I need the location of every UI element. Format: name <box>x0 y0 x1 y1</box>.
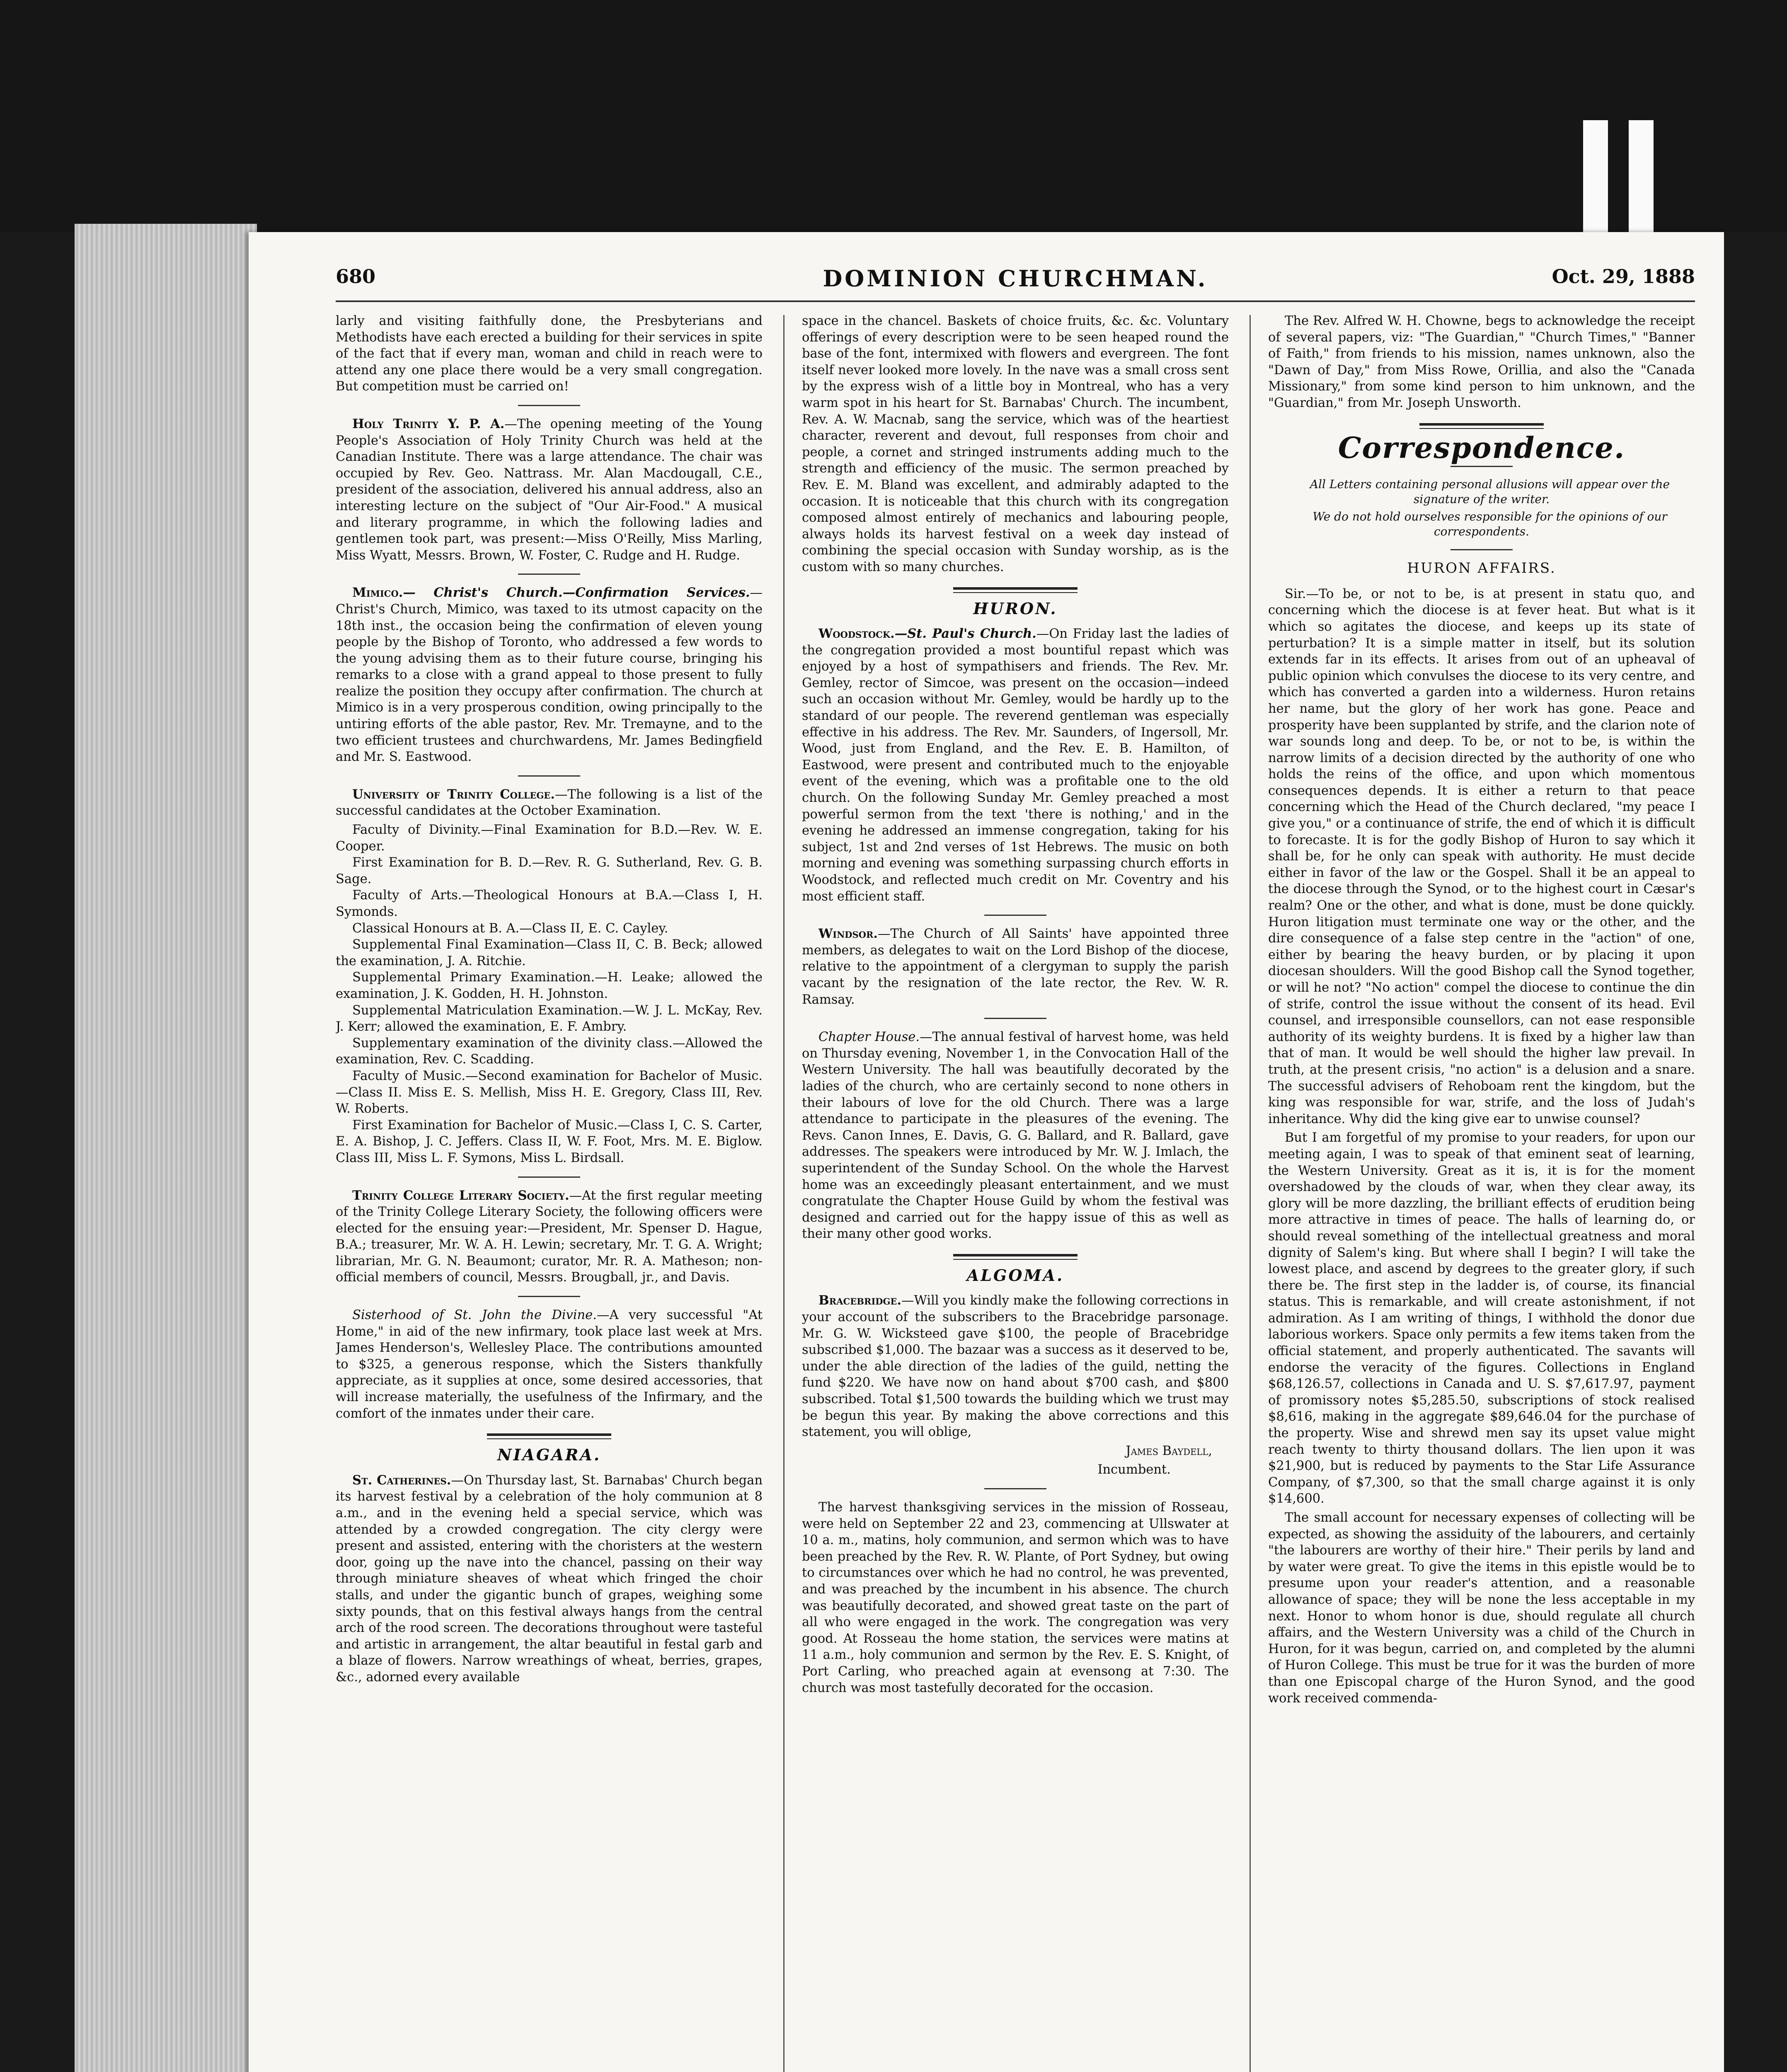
article-lead: Woodstock. <box>818 626 895 641</box>
article-lead: Trinity College Literary Society. <box>352 1188 569 1203</box>
article-literary-society <box>336 1188 763 1286</box>
clip-bar-left <box>1583 120 1608 236</box>
article-lead: Windsor. <box>818 926 878 942</box>
article-body: —On Thursday last, St. Barnabas' Church began its harvest festival by a celebration of the holy communion at 8 a.m., and in the evening held a special service, which was attended by a crowded congregation. The city clergy were present and assisted, entering with the choristers at the western door, going up the nave into the chancel, passing on their way through miniature sheaves of wheat which fringed the choir stalls, and under the gigantic bunch of grapes, weighing some sixty pounds, that on this festival always hangs from the central arch of the rood screen. The decorations throughout were tasteful and artistic in arrangement, the altar beautiful in festal garb and a blaze of flowers. Narrow wreathings of wheat, berries, grapes, &c., adorned every available <box>336 1473 763 1685</box>
editorial-notice: We do not hold ourselves responsible for the opinions of our correspondents. <box>1312 510 1667 539</box>
page-number: 680 <box>336 265 376 288</box>
section-divider <box>984 1488 1046 1489</box>
section-divider <box>518 405 580 406</box>
column-3 <box>1268 313 1695 2072</box>
section-divider <box>518 1176 580 1178</box>
article-lead: Mimico. <box>352 585 403 600</box>
exam-list-item: Faculty of Arts.—Theological Honours at B.A.—Class I, H. Symonds. <box>336 888 763 919</box>
article-subhead: — Christ's Church.—Confirmation Services. <box>403 585 750 600</box>
exam-list-item: First Examination for Bachelor of Music.—Class I, C. S. Carter, E. A. Bishop, J. C. Jeffers. Class II, W. F. Foot, Mrs. M. E. Biglow. Class III, Miss L. F. Symons, Miss L. Birdsall. <box>336 1118 763 1165</box>
article-body: —At the first regular meeting of the Trinity College Literary Society, the following officers were elected for the ensuing year:—President, Mr. Spenser D. Hague, B.A.; treasurer, Mr. W. A. H. Lewin; secretary, Mr. T. G. A. Wright; librarian, Mr. G. N. Beaumont; curator, Mr. R. A. Matheson; non-official members of council, Messrs. Brougball, jr., and Davis. <box>336 1188 763 1285</box>
article-body: —A very successful "At Home," in aid of the new infirmary, took place last week at Mrs. James Henderson's, Wellesley Place. The contributions amounted to $325, a generous response, which the Sisters thankfully appreciate, as it supplies at once, some desired accessories, that will increase materially, the usefulness of the Infirmary, and the comfort of the inmates under their care. <box>336 1308 763 1421</box>
article-lead: Sisterhood of St. John the Divine. <box>352 1308 597 1323</box>
section-heading-huron: HURON. <box>973 599 1058 618</box>
exam-list-item: Faculty of Music.—Second examination for Bachelor of Music.—Class II. Miss E. S. Mellish, Miss H. E. Gregory, Class III, Rev. W. Roberts. <box>336 1068 763 1116</box>
issue-date: Oct. 29, 1888 <box>1552 265 1695 288</box>
section-divider <box>518 574 580 575</box>
article-lead: University of Trinity College. <box>352 787 555 802</box>
article-lead: St. Catherines. <box>352 1472 451 1488</box>
section-heading-huron-affairs: HURON AFFAIRS. <box>1407 560 1556 577</box>
article-body: —The annual festival of harvest home, was held on Thursday evening, November 1, in the Convocation Hall of the Western University. The hall was beautifully decorated by the ladies of the church, who are certainly second to none others in their labours of love for the old Church. There was a large attendance to participate in the pleasures of the evening. The Revs. Canon Innes, E. Davis, G. G. Ballard, and R. Ballard, gave addresses. The speakers were introduced by Mr. W. J. Imlach, the superintendent of the Sunday School. On the whole the Harvest home was an exceedingly pleasant entertainment, and we must congratulate the Chapter House Guild by whom the festival was designed and carried out for the happy issue of this as well as their many other good works. <box>802 1030 1229 1242</box>
section-heading-niagara: NIAGARA. <box>497 1445 601 1464</box>
page-header <box>336 265 1695 303</box>
article-lead: Chapter House. <box>818 1030 920 1045</box>
section-rule <box>1419 423 1544 429</box>
book-page-edges <box>75 224 257 2072</box>
exam-list-item: Supplementary examination of the divinity class.—Allowed the examination, Rev. C. Scadding. <box>336 1036 763 1067</box>
article-trinity-college <box>336 787 763 819</box>
editorial-notice: All Letters containing personal allusions will appear over the signature of the writer. <box>1310 477 1670 506</box>
article-woodstock <box>802 626 1229 905</box>
section-divider <box>518 775 580 777</box>
correspondence-heading: Correspondence. <box>1338 430 1625 465</box>
paragraph: larly and visiting faithfully done, the Presbyterians and Methodists have each erected a building for their services in spite of the fact that if every man, woman and child in reach were to attend any one place there would be a very small congregation. But competition must be carried on! <box>336 314 763 394</box>
acknowledgement-paragraph: The Rev. Alfred W. H. Chowne, begs to acknowledge the receipt of several papers, viz: "The Guardian," "Church Times," "Banner of Faith," from friends to his mission, names unknown, also the "Dawn of Day," from Miss Rowe, Orillia, and also the "Canada Missionary," from some kind person to him unknown, and the "Guardian," from Mr. Joseph Unsworth. <box>1268 314 1695 410</box>
column-divider <box>783 315 785 2072</box>
section-divider <box>1450 549 1513 550</box>
section-divider <box>518 1296 580 1297</box>
paragraph: space in the chancel. Baskets of choice fruits, &c. &c. Voluntary offerings of every description were to be seen heaped round the base of the font, intermixed with flowers and evergreen. The font itself never looked more lovely. In the nave was a small cross sent by the express wish of a little boy in Montreal, who has a very warm spot in his heart for St. Barnabas' Church. The incumbent, Rev. A. W. Macnab, sang the service, which was of the heartiest character, reverent and devout, full responses from choir and people, a cornet and stringed instruments adding much to the strength and efficiency of the music. The sermon preached by Rev. E. M. Bland was excellent, and admirably adapted to the occasion. It is noticeable that this church with its congregation composed almost entirely of mechanics and labouring people, always holds its harvest festival on a week day instead of combining the special occasion with Sunday worship, as is the custom with so many churches. <box>802 314 1229 574</box>
exam-list-item: Supplemental Final Examination—Class II, C. B. Beck; allowed the examination, J. A. Ritchie. <box>336 937 763 968</box>
article-lead: Holy Trinity Y. P. A. <box>352 416 505 431</box>
article-lead: Bracebridge. <box>818 1293 902 1308</box>
section-divider <box>984 1018 1046 1019</box>
section-heading-algoma: ALGOMA. <box>966 1266 1064 1285</box>
section-rule <box>953 587 1078 593</box>
article-subhead: —St. Paul's Church. <box>894 626 1036 641</box>
article-chapter-house <box>802 1029 1229 1242</box>
article-holy-trinity <box>336 416 763 564</box>
section-divider <box>984 915 1046 916</box>
article-st-catherines <box>336 1472 763 1686</box>
article-windsor <box>802 926 1229 1008</box>
header-rule <box>336 300 1695 302</box>
article-bracebridge <box>802 1293 1229 1440</box>
scan-background-top <box>0 0 1787 232</box>
article-rosseau: The harvest thanksgiving services in the mission of Rosseau, were held on September 22 and 23, commencing at Ullswater at 10 a. m., matins, holy communion, and sermon which was to have been preached by the Rev. R. W. Plante, of Port Sydney, but owing to circumstances over which he had no control, he was prevented, and was preached by the incumbent in his absence. The church was beautifully decorated, and showed great taste on the part of all who were engaged in the work. The congregation was very good. At Rosseau the home station, the services were matins at 11 a.m., holy communion and sermon by the Rev. E. S. Knight, of Port Carling, who preached again at evensong at 7:30. The church was most tastefully decorated for the occasion. <box>802 1500 1229 1695</box>
column-divider <box>1249 315 1251 2072</box>
article-body: —On Friday last the ladies of the congregation provided a most bountiful repast which was enjoyed by a host of sympathisers and friends. The Rev. Mr. Gemley, rector of Simcoe, was present on the occasion—indeed such an occasion without Mr. Gemley, would be hardly up to the standard of our people. The reverend gentleman was especially effective in his address. The Rev. Mr. Saunders, of Ingersoll, Mr. Wood, just from England, and the Rev. E. B. Hamilton, of Eastwood, were present and contributed much to the enjoyable event of the evening, which was a profitable one to the old church. On the following Sunday Mr. Gemley preached a most powerful sermon from the text 'there is nothing,' and in the evening he addressed an immense congregation, taking for his subject, 1st and 2nd verses of 1st Hebrews. The music on both morning and evening was something surpassing church efforts in Woodstock, and reflected much credit on Mr. Coventry and his most efficient staff. <box>802 627 1229 904</box>
clip-bar-right <box>1629 120 1654 236</box>
signature-title: Incumbent. <box>1097 1462 1171 1477</box>
letter-paragraph: Sir.—To be, or not to be, is at present in statu quo, and concerning which the diocese is at fever heat. But what is it which so agitates the diocese, and keeps up its state of perturbation? It is a simple matter in itself, but its solution extends far in its effects. It arises from out of an upheaval of public opinion which convulses the diocese to its very centre, and which has converted a garden into a wilderness. Huron retains her name, but the glory of her work has gone. Peace and prosperity have been supplanted by strife, and the clarion note of war sounds long and deep. To be, or not to be, is within the narrow limits of a decision directed by the authority of one who holds the reins of the office, and upon which momentous consequences depends. It is either a return to that peace concerning which the Head of the Church declared, "my peace I give you," or a continuance of strife, the end of which it is difficult to forecaste. It is for the godly Bishop of Huron to say which it shall be, for he only can speak with authority. He must decide either in favor of the law or the Gospel. Shall it be an appeal to the diocese through the Synod, or to the highest court in Cæsar's realm? One or the other, and what is done, must be done quickly. Huron litigation must terminate one way or the other, and the dire consequence of a false step centre in the "action" of one, either by bearing the heavy burden, or by placing it upon diocesan shoulders. Will the good Bishop call the Synod together, or will he not? "No action" compel the diocese to continue the din of strife, control the issue without the consent of its head. Evil counsel, and irresponsible counsellors, can not ease responsible authority of its weighty burdens. It is fixed by a higher law than that of man. It would be well should the higher law prevail. In truth, at the present crisis, "no action" is a delusion and a snare. The successful advisers of Rehoboam rent the kingdom, but the king was responsible for war, strife, and the loss of Judah's inheritance. Why did the king give ear to unwise counsel? <box>1268 586 1695 1126</box>
article-body: —The Church of All Saints' have appointed three members, as delegates to wait on the Lord Bishop of the diocese, relative to the appointment of a clergyman to supply the parish vacant by the resignation of the late rector, the Rev. W. R. Ramsay. <box>802 927 1229 1007</box>
article-body: — Christ's Church, Mimico, was taxed to its utmost capacity on the 18th inst., the occasion being the confirmation of eleven young people by the Bishop of Toronto, who addressed a few words to the young advising them as to their future course, bringing his remarks to a close with a grand appeal to those present to fully realize the position they occupy after confirmation. The church at Mimico is in a very prosperous condition, owing principally to the untiring efforts of the able pastor, Rev. Mr. Tremayne, and to the two efficient trustees and churchwardens, Mr. James Bedingfield and Mr. S. Eastwood. <box>336 586 763 765</box>
signature-name: James Baydell, <box>1126 1443 1212 1458</box>
article-body: —The following is a list of the successful candidates at the October Examination. <box>336 787 763 818</box>
letter-paragraph: The small account for necessary expenses of collecting will be expected, as showing the assiduity of the labourers, and certainly "the labourers are worthy of their hire." Their perils by land and by water were great. To give the items in this epistle would be to presume upon your reader's attention, and a reasonable allowance of space; they will be none the less acceptable in my next. Honor to whom honor is due, should regulate all church affairs, and the Western University was a child of the Church in Huron, for it was begun, carried on, and completed by the alumni of Huron College. This must be true for it was the burden of more than one Episcopal charge of the Huron Synod, and the good work received commenda- <box>1268 1510 1695 1706</box>
exam-list-item: Classical Honours at B. A.—Class II, E. C. Cayley. <box>352 921 668 936</box>
letter-paragraph: But I am forgetful of my promise to your readers, for upon our meeting again, I was to speak of that eminent seat of learning, the Western University. Great as it is, it is for the moment overshadowed by the clouds of war, when they clear away, its glory will be more dazzling, the brilliant effects of erudition being more attractive in times of peace. The halls of learning do, or should reveal something of the intellectual greatness and moral dignity of Salem's king. But where shall I begin? I will take the lowest place, and ascend by degrees to the greater glory, if such there be. The first step in the ladder is, of course, its financial status. This is remarkable, and will create astonishment, if not admiration. As I am writing of things, I withhold the donor due laborious workers. Space only permits a few items taken from the official statement, and properly authenticated. The savants will endorse the veracity of the figures. Collections in England $68,126.57, collections in Canada and U. S. $7,617.97, payment of promissory notes $5,285.50, subscriptions of stock realised $8,616, making in the aggregate $89,646.04 for the purchase of the property. Wise and shrewd men say its upset value might reach twenty to thirty thousand dollars. The lien upon it was $21,900, but is reduced by payments to the Star Life Assurance Company, of $7,300, so that the small charge against it is only $14,600. <box>1268 1130 1695 1506</box>
masthead: DOMINION CHURCHMAN. <box>823 265 1208 292</box>
newspaper-page <box>249 232 1724 2072</box>
section-rule <box>487 1433 611 1439</box>
exam-list-item: First Examination for B. D.—Rev. R. G. Sutherland, Rev. G. B. Sage. <box>336 855 763 886</box>
article-mimico <box>336 585 763 765</box>
section-divider <box>1450 466 1513 467</box>
article-sisterhood <box>336 1307 763 1422</box>
exam-list-item: Supplemental Matriculation Examination.—W. J. L. McKay, Rev. J. Kerr; allowed the examination, E. F. Ambry. <box>336 1003 763 1034</box>
section-rule <box>953 1254 1078 1260</box>
exam-list-item: Supplemental Primary Examination.—H. Leake; allowed the examination, J. K. Godden, H. H. Johnston. <box>336 970 763 1001</box>
exam-list-item: Faculty of Divinity.—Final Examination for B.D.—Rev. W. E. Cooper. <box>336 823 763 854</box>
column-1 <box>336 313 763 2072</box>
article-body: —Will you kindly make the following corrections in your account of the subscribers to the Bracebridge parsonage. Mr. G. W. Wicksteed gave $100, the people of Bracebridge subscribed $1,000. The bazaar was a success as it deserved to be, under the able direction of the ladies of the guild, netting the fund $220. We have now on hand about $700 cash, and $800 subscribed. Total $1,500 towards the building which we trust may be begun this year. By making the above corrections and this statement, you will oblige, <box>802 1293 1229 1440</box>
article-body: —The opening meeting of the Young People's Association of Holy Trinity Church was held at the Canadian Institute. There was a large attendance. The chair was occupied by Rev. Geo. Nattrass. Mr. Alan Macdougall, C.E., president of the association, delivered his annual address, also an interesting lecture on the subject of "Our Air-Food." A musical and literary programme, in which the following ladies and gentlemen took part, was present:—Miss O'Reilly, Miss Marling, Miss Wyatt, Messrs. Brown, W. Foster, C. Rudge and H. Rudge. <box>336 416 763 563</box>
column-2 <box>802 313 1229 2072</box>
